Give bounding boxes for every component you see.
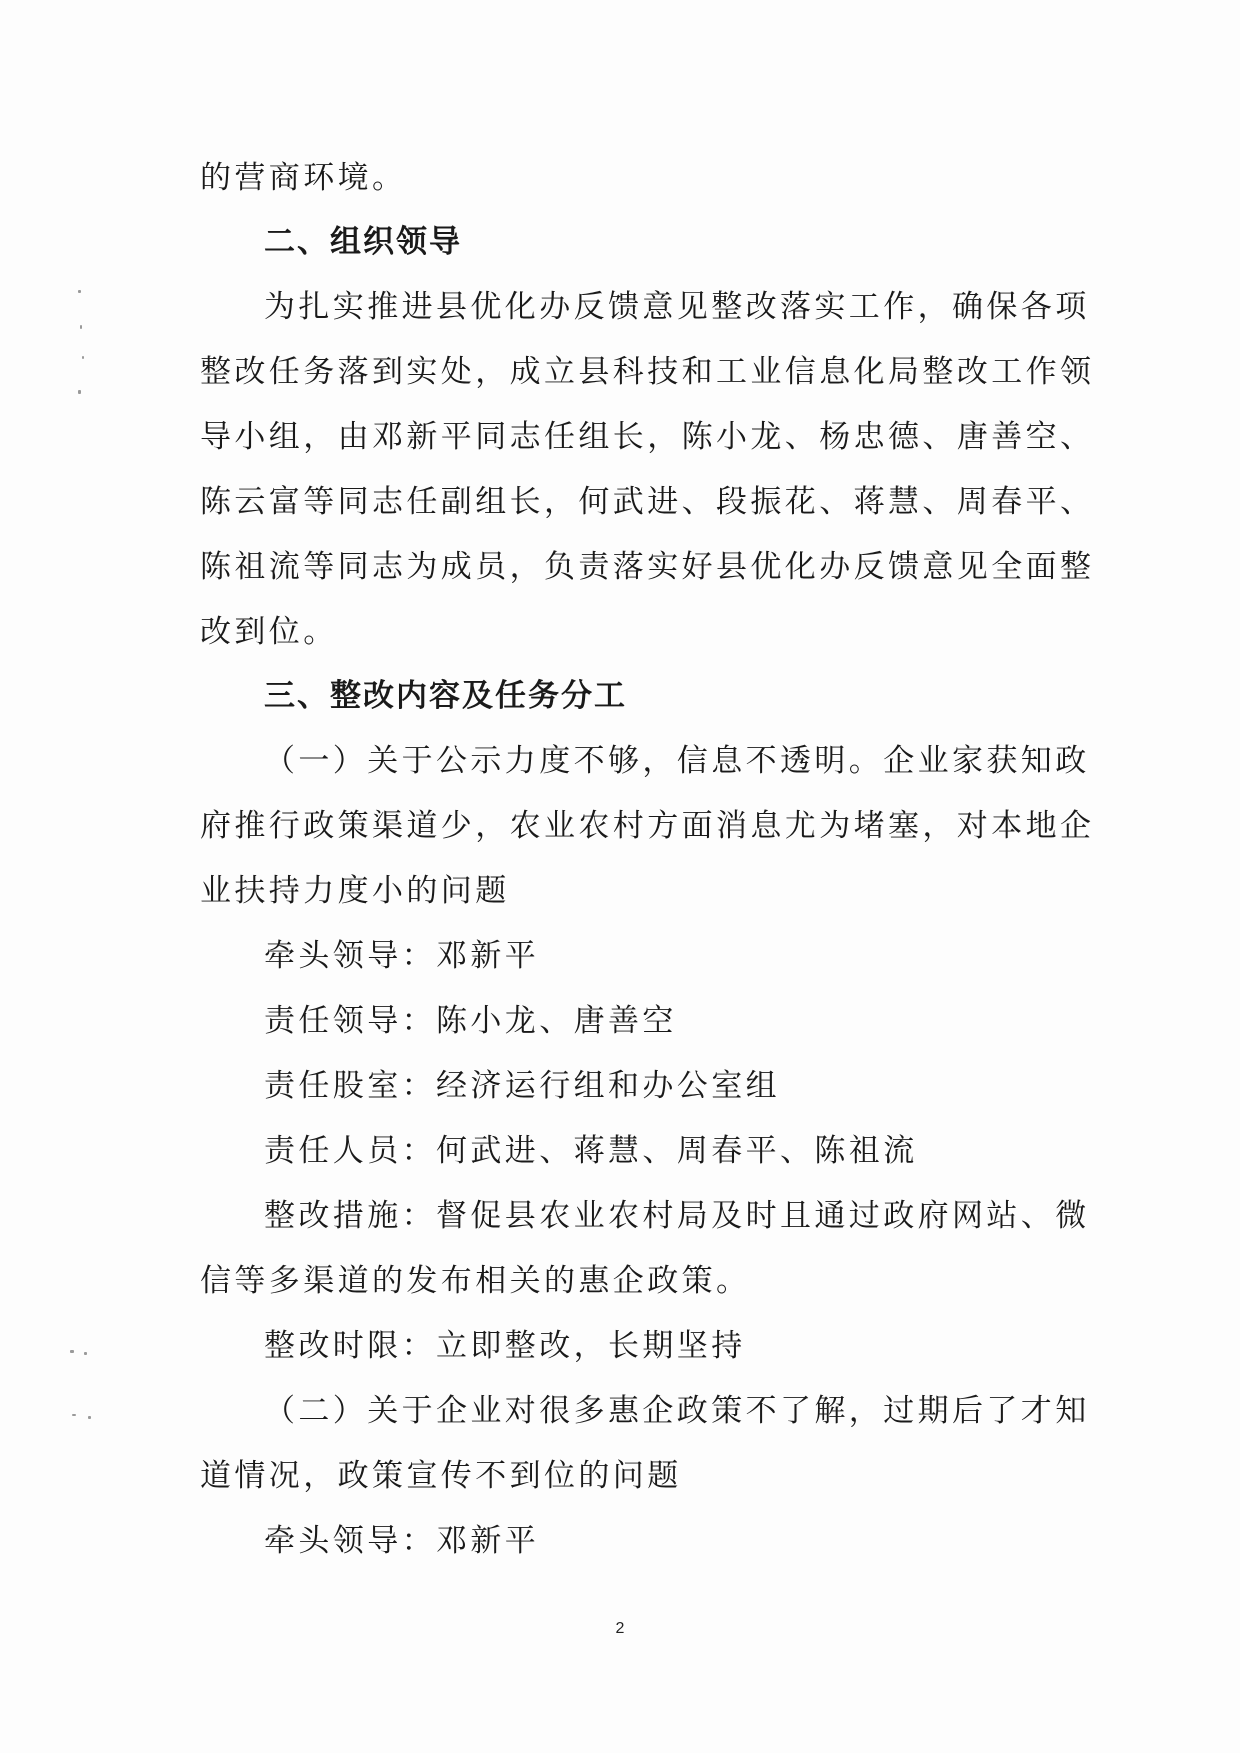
scan-speck [82, 356, 84, 359]
page-number: 2 [615, 1620, 625, 1637]
scan-speck [88, 1416, 91, 1419]
responsible-leader-line: 责任领导：陈小龙、唐善空 [264, 1003, 677, 1039]
lead-leader-line: 牵头领导：邓新平 [264, 1523, 540, 1559]
lead-leader-line: 牵头领导：邓新平 [264, 938, 540, 974]
responsible-office-line: 责任股室：经济运行组和办公室组 [264, 1068, 780, 1104]
paragraph-line: （二）关于企业对很多惠企政策不了解，过期后了才知 [264, 1393, 1090, 1429]
paragraph-line: 道情况，政策宣传不到位的问题 [200, 1458, 682, 1494]
scan-speck [78, 390, 81, 394]
paragraph-line: 整改任务落到实处，成立县科技和工业信息化局整改工作领 [200, 354, 1095, 390]
scan-speck [78, 290, 81, 293]
measures-line: 整改措施：督促县农业农村局及时且通过政府网站、微 [264, 1198, 1090, 1234]
paragraph-line: 业扶持力度小的问题 [200, 873, 510, 909]
paragraph-line: 改到位。 [200, 614, 338, 650]
scan-speck [70, 1350, 74, 1353]
paragraph-line: 陈云富等同志任副组长，何武进、段振花、蒋慧、周春平、 [200, 484, 1095, 520]
scan-speck [80, 325, 82, 329]
paragraph-line: 陈祖流等同志为成员，负责落实好县优化办反馈意见全面整 [200, 549, 1095, 585]
paragraph-line: 导小组，由邓新平同志任组长，陈小龙、杨忠德、唐善空、 [200, 419, 1095, 455]
paragraph-line: 信等多渠道的发布相关的惠企政策。 [200, 1263, 751, 1299]
deadline-line: 整改时限：立即整改，长期坚持 [264, 1328, 746, 1364]
paragraph-line: 为扎实推进县优化办反馈意见整改落实工作，确保各项 [264, 289, 1090, 325]
section-heading: 二、组织领导 [264, 224, 462, 260]
paragraph-line: 府推行政策渠道少，农业农村方面消息尤为堵塞，对本地企 [200, 808, 1095, 844]
scan-speck [84, 1352, 87, 1355]
responsible-staff-line: 责任人员：何武进、蒋慧、周春平、陈祖流 [264, 1133, 918, 1169]
paragraph-line: （一）关于公示力度不够，信息不透明。企业家获知政 [264, 743, 1090, 779]
paragraph-line: 的营商环境。 [200, 160, 407, 196]
section-heading: 三、整改内容及任务分工 [264, 678, 627, 714]
scan-speck [72, 1414, 76, 1416]
